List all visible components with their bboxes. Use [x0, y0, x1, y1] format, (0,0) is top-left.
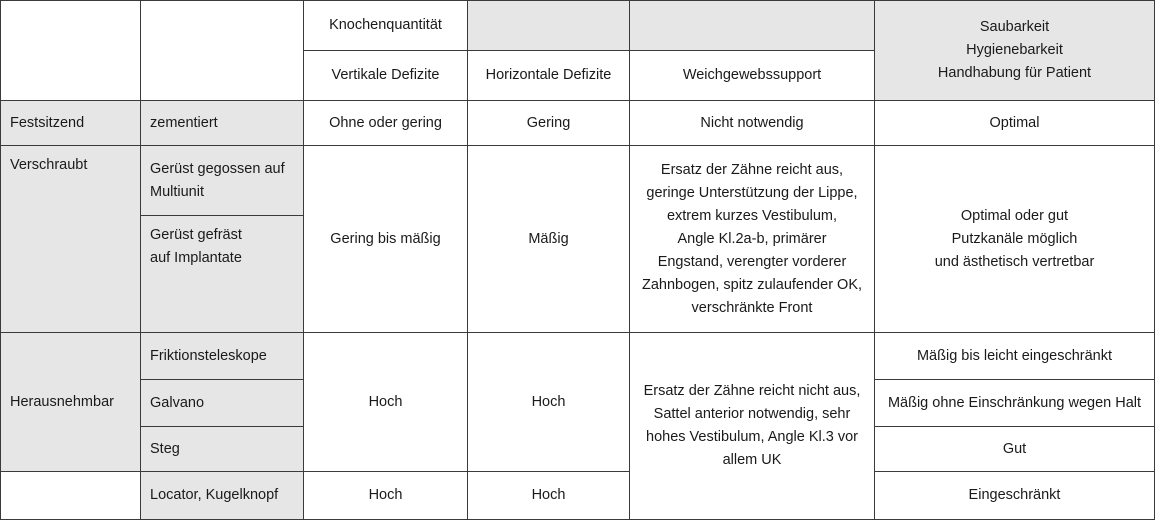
- category-festsitzend: Festsitzend: [1, 101, 141, 146]
- galvano-saubarkeit: Mäßig ohne Einschränkung wegen Halt: [875, 380, 1155, 427]
- herausnehmbar-weichgewebe-line: Ersatz der Zähne reicht nicht aus,: [643, 383, 861, 399]
- header-saubarkeit-line: Hygienebarkeit: [966, 42, 1063, 58]
- type-geruest-gegossen: [141, 146, 304, 216]
- type-geruest-gefraest-line: Gerüst gefräst: [150, 227, 242, 243]
- herausnehmbar-weichgewebe-line: Sattel anterior notwendig, sehr: [653, 406, 851, 422]
- header-empty-cell-3: [468, 1, 630, 51]
- type-geruest-gegossen-line: Gerüst gegossen auf: [150, 160, 285, 177]
- verschraubt-weichgewebe-line: verschränkte Front: [691, 299, 813, 316]
- category-herausnehmbar: Herausnehmbar: [1, 333, 141, 472]
- type-geruest-gefraest: [141, 216, 304, 333]
- verschraubt-vertikal: Gering bis mäßig: [304, 146, 468, 333]
- type-friktionsteleskope: Friktionsteleskope: [141, 333, 304, 380]
- header-empty-cell-4: [630, 1, 875, 51]
- verschraubt-saubarkeit-line: und ästhetisch vertretbar: [934, 253, 1095, 270]
- locator-saubarkeit: Eingeschränkt: [875, 472, 1155, 520]
- header-empty-cell-2: [141, 1, 304, 101]
- verschraubt-weichgewebe-line: Ersatz der Zähne reicht aus,: [660, 161, 844, 178]
- verschraubt-weichgewebe: [630, 146, 875, 333]
- header-saubarkeit-line: Handhabung für Patient: [937, 65, 1092, 81]
- header-weichgewebssupport: Weichgewebssupport: [630, 51, 875, 101]
- header-saubarkeit: [875, 1, 1155, 101]
- verschraubt-weichgewebe-line: Angle Kl.2a-b, primärer: [677, 230, 827, 247]
- locator-vertikal: Hoch: [304, 472, 468, 520]
- verschraubt-weichgewebe-line: Engstand, verengter vorderer: [657, 253, 847, 270]
- festsitzend-horizontal: Gering: [468, 101, 630, 146]
- festsitzend-weichgewebe: Nicht notwendig: [630, 101, 875, 146]
- type-steg: Steg: [141, 427, 304, 472]
- herausnehmbar-weichgewebe-line: allem UK: [722, 452, 782, 468]
- header-horizontale-defizite: Horizontale Defizite: [468, 51, 630, 101]
- verschraubt-saubarkeit: [875, 146, 1155, 333]
- verschraubt-weichgewebe-line: Zahnbogen, spitz zulaufender OK,: [641, 276, 863, 293]
- verschraubt-horizontal: Mäßig: [468, 146, 630, 333]
- herausnehmbar-horizontal: Hoch: [468, 333, 630, 472]
- herausnehmbar-vertikal: Hoch: [304, 333, 468, 472]
- category-verschraubt: Verschraubt: [1, 146, 141, 333]
- type-locator-kugelknopf: Locator, Kugelknopf: [141, 472, 304, 520]
- festsitzend-saubarkeit: Optimal: [875, 101, 1155, 146]
- type-zementiert: zementiert: [141, 101, 304, 146]
- verschraubt-saubarkeit-line: Putzkanäle möglich: [951, 230, 1078, 247]
- festsitzend-vertikal: Ohne oder gering: [304, 101, 468, 146]
- header-saubarkeit-line: Saubarkeit: [979, 19, 1050, 35]
- locator-horizontal: Hoch: [468, 472, 630, 520]
- header-vertikale-defizite: Vertikale Defizite: [304, 51, 468, 101]
- herausnehmbar-weichgewebe-line: hohes Vestibulum, Angle Kl.3 vor: [646, 429, 858, 445]
- friktion-saubarkeit: Mäßig bis leicht eingeschränkt: [875, 333, 1155, 380]
- type-geruest-gefraest-line: auf Implantate: [150, 250, 242, 266]
- verschraubt-weichgewebe-line: extrem kurzes Vestibulum,: [666, 207, 838, 224]
- type-geruest-gegossen-line: Multiunit: [150, 183, 204, 200]
- locator-category-empty-cell: [1, 472, 141, 520]
- verschraubt-weichgewebe-line: geringe Unterstützung der Lippe,: [646, 184, 858, 201]
- type-galvano: Galvano: [141, 380, 304, 427]
- header-empty-cell-1: [1, 1, 141, 101]
- header-knochenquantitaet: Knochenquantität: [304, 1, 468, 51]
- steg-saubarkeit: Gut: [875, 427, 1155, 472]
- verschraubt-saubarkeit-line: Optimal oder gut: [960, 207, 1069, 224]
- herausnehmbar-weichgewebe: [630, 333, 875, 520]
